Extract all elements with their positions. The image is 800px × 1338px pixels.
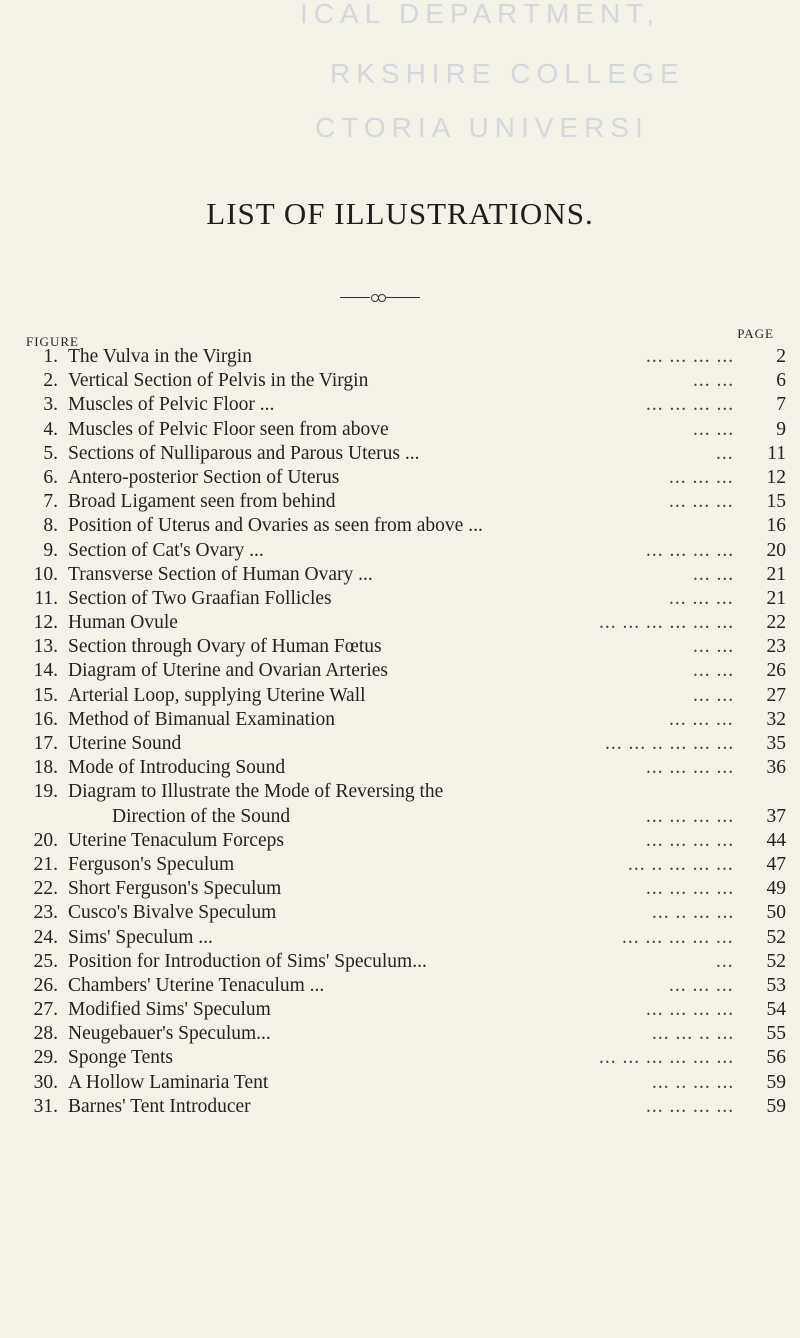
leader-dots: ... ... ... — [669, 708, 734, 730]
figure-title: Ferguson's Speculum — [68, 853, 235, 875]
figure-number: 10. — [33, 563, 58, 585]
page-number: 22 — [766, 612, 786, 634]
figure-title: A Hollow Laminaria Tent — [68, 1071, 269, 1093]
page-number: 16 — [766, 515, 786, 537]
figure-title: Diagram to Illustrate the Mode of Reversing the — [68, 781, 444, 803]
figure-number: 28. — [33, 1023, 58, 1045]
page-number: 12 — [766, 466, 786, 488]
list-item — [18, 611, 786, 635]
figure-number: 5. — [43, 442, 58, 464]
figure-number: 22. — [33, 878, 58, 900]
figure-number: 1. — [43, 346, 58, 367]
figure-number: 13. — [33, 636, 58, 658]
figure-title: Neugebauer's Speculum... — [68, 1023, 271, 1045]
leader-dots: ... .. ... ... — [652, 902, 735, 924]
figure-number: 3. — [43, 394, 58, 416]
page-number: 44 — [766, 829, 786, 851]
figure-title: Barnes' Tent Introducer — [68, 1095, 251, 1117]
figure-title: Section of Two Graafian Follicles — [68, 587, 332, 609]
figure-title: Antero-posterior Section of Uterus — [68, 466, 340, 488]
page-number: 47 — [766, 853, 786, 875]
figure-title: The Vulva in the Virgin — [68, 346, 252, 367]
page-number: 49 — [766, 878, 786, 900]
figure-number: 18. — [33, 757, 58, 779]
leader-dots: ... ... ... ... — [646, 346, 735, 367]
figure-number: 16. — [33, 708, 58, 730]
list-item — [18, 756, 786, 780]
page-number: 15 — [766, 491, 786, 513]
figure-number: 25. — [33, 950, 58, 972]
page-number: 7 — [776, 394, 786, 416]
list-item — [18, 780, 786, 804]
figure-title: Position for Introduction of Sims' Speculum... — [68, 950, 427, 972]
list-item — [18, 1095, 786, 1119]
figure-number: 2. — [43, 370, 58, 392]
page-number: 35 — [766, 733, 786, 754]
leader-dots: ... ... ... ... — [646, 394, 735, 416]
page-number: 21 — [766, 563, 786, 585]
leader-dots: ... — [716, 950, 734, 972]
list-item — [18, 442, 786, 466]
list-item — [18, 587, 786, 611]
leader-dots: ... ... — [693, 660, 735, 682]
list-item — [18, 1046, 786, 1070]
figure-title: Vertical Section of Pelvis in the Virgin — [68, 370, 369, 392]
page-number: 26 — [766, 660, 786, 682]
figure-title: Cusco's Bivalve Speculum — [68, 902, 277, 924]
figure-number: 6. — [43, 466, 58, 488]
figure-title: Sims' Speculum ... — [68, 926, 213, 948]
figure-number: 17. — [33, 733, 58, 754]
leader-dots: ... ... ... ... — [646, 757, 735, 779]
list-item — [18, 1022, 786, 1046]
figure-title: Position of Uterus and Ovaries as seen from above ... — [68, 515, 483, 537]
figure-title: Uterine Tenaculum Forceps — [68, 829, 284, 851]
leader-dots: ... ... — [693, 636, 735, 658]
list-item — [18, 998, 786, 1022]
list-item — [18, 345, 786, 369]
leader-dots: ... ... ... — [669, 587, 734, 609]
leader-dots: ... .. ... ... ... — [628, 853, 734, 875]
leader-dots: ... ... ... — [669, 974, 734, 996]
list-item — [18, 466, 786, 490]
page-number: 11 — [767, 442, 786, 464]
list-item — [18, 1071, 786, 1095]
list-item — [18, 974, 786, 998]
figure-number: 31. — [33, 1095, 58, 1117]
list-item — [18, 539, 786, 563]
figure-number: 24. — [33, 926, 58, 948]
figure-number: 19. — [33, 781, 58, 803]
leader-dots: ... ... .. ... — [652, 1023, 735, 1045]
leader-dots: ... ... ... ... — [646, 805, 735, 827]
list-item — [18, 659, 786, 683]
list-item — [18, 732, 786, 756]
list-item — [18, 369, 786, 393]
page-number: 23 — [766, 636, 786, 658]
page-number: 54 — [766, 999, 786, 1021]
leader-dots: ... ... ... — [669, 466, 734, 488]
figure-number: 23. — [33, 902, 58, 924]
page-number: 55 — [766, 1023, 786, 1045]
figure-title: Human Ovule — [68, 612, 178, 634]
leader-dots: ... ... ... ... ... — [622, 926, 734, 948]
page-column-header: PAGE — [737, 326, 774, 341]
page-number: 32 — [766, 708, 786, 730]
figure-title: Muscles of Pelvic Floor ... — [68, 394, 275, 416]
figure-number: 12. — [33, 612, 58, 634]
figure-number: 21. — [33, 853, 58, 875]
figure-title: Transverse Section of Human Ovary ... — [68, 563, 373, 585]
list-item — [18, 805, 786, 829]
list-item — [18, 877, 786, 901]
list-item — [18, 635, 786, 659]
figure-number: 7. — [43, 491, 58, 513]
list-item — [18, 514, 786, 538]
page-number: 50 — [766, 902, 786, 924]
figure-number: 29. — [33, 1047, 58, 1069]
list-item — [18, 684, 786, 708]
leader-dots: ... ... ... ... — [646, 539, 735, 561]
library-stamp — [180, 0, 700, 160]
leader-dots: ... .. ... ... — [652, 1071, 735, 1093]
leader-dots: ... ... ... ... — [646, 1095, 735, 1117]
page-title: LIST OF ILLUSTRATIONS. — [206, 196, 594, 231]
illustrations-list — [18, 345, 786, 1119]
page-number: 9 — [776, 418, 786, 440]
list-item — [18, 708, 786, 732]
page-number: 37 — [766, 805, 786, 827]
figure-number: 30. — [33, 1071, 58, 1093]
figure-title: Modified Sims' Speculum — [68, 999, 271, 1021]
page-number: 20 — [766, 539, 786, 561]
figure-title: Diagram of Uterine and Ovarian Arteries — [68, 660, 388, 682]
figure-number: 4. — [43, 418, 58, 440]
page-number: 21 — [766, 587, 786, 609]
page-number: 52 — [766, 950, 786, 972]
list-item — [18, 829, 786, 853]
figure-number: 15. — [33, 684, 58, 706]
stamp-line-2: RKSHIRE COLLEGE — [330, 58, 685, 89]
list-item — [18, 901, 786, 925]
leader-dots: ... ... ... ... — [646, 999, 735, 1021]
figure-title: Muscles of Pelvic Floor seen from above — [68, 418, 389, 440]
figure-number: 20. — [33, 829, 58, 851]
page-number: 6 — [776, 370, 786, 392]
figure-number: 9. — [43, 539, 58, 561]
figure-title: Mode of Introducing Sound — [68, 757, 286, 779]
leader-dots: ... ... — [693, 563, 735, 585]
list-item — [18, 926, 786, 950]
leader-dots: ... — [716, 442, 734, 464]
figure-number: 27. — [33, 999, 58, 1021]
leader-dots: ... ... ... ... ... ... — [599, 612, 735, 634]
page-number: 59 — [766, 1071, 786, 1093]
page-number: 2 — [776, 346, 786, 367]
figure-title: Chambers' Uterine Tenaculum ... — [68, 974, 325, 996]
figure-number: 26. — [33, 974, 58, 996]
list-item — [18, 418, 786, 442]
figure-number: 11. — [34, 587, 58, 609]
page-number: 52 — [766, 926, 786, 948]
figure-title: Direction of the Sound — [112, 805, 291, 827]
list-item — [18, 950, 786, 974]
page-number: 56 — [766, 1047, 786, 1069]
list-item — [18, 563, 786, 587]
figure-title: Section of Cat's Ovary ... — [68, 539, 264, 561]
figure-title: Method of Bimanual Examination — [68, 708, 335, 730]
leader-dots: ... ... — [693, 418, 735, 440]
leader-dots: ... ... ... — [669, 491, 734, 513]
figure-title: Arterial Loop, supplying Uterine Wall — [68, 684, 366, 706]
figure-title: Sponge Tents — [68, 1047, 173, 1069]
figure-number: 8. — [43, 515, 58, 537]
leader-dots: ... ... .. ... ... ... — [605, 733, 735, 754]
page-number: 53 — [766, 974, 786, 996]
leader-dots: ... ... ... ... — [646, 829, 735, 851]
leader-dots: ... ... — [693, 684, 735, 706]
page-number: 59 — [766, 1095, 786, 1117]
list-item — [18, 393, 786, 417]
figure-title: Uterine Sound — [68, 733, 182, 754]
leader-dots: ... ... — [693, 370, 735, 392]
figure-title: Short Ferguson's Speculum — [68, 878, 282, 900]
title-ornament-divider — [340, 294, 420, 302]
leader-dots: ... ... ... ... — [646, 878, 735, 900]
list-item — [18, 853, 786, 877]
page-number: 36 — [766, 757, 786, 779]
figure-title: Sections of Nulliparous and Parous Uterus ... — [68, 442, 420, 464]
page-number: 27 — [766, 684, 786, 706]
figure-number: 14. — [33, 660, 58, 682]
list-item — [18, 490, 786, 514]
leader-dots: ... ... ... ... ... ... — [599, 1047, 735, 1069]
figure-title: Section through Ovary of Human Fœtus — [68, 636, 382, 658]
stamp-line-1: ICAL DEPARTMENT, — [300, 0, 660, 29]
stamp-line-3: CTORIA UNIVERSI — [315, 112, 649, 143]
figure-title: Broad Ligament seen from behind — [68, 491, 336, 513]
figure-column-header: FIGURE — [26, 334, 79, 349]
